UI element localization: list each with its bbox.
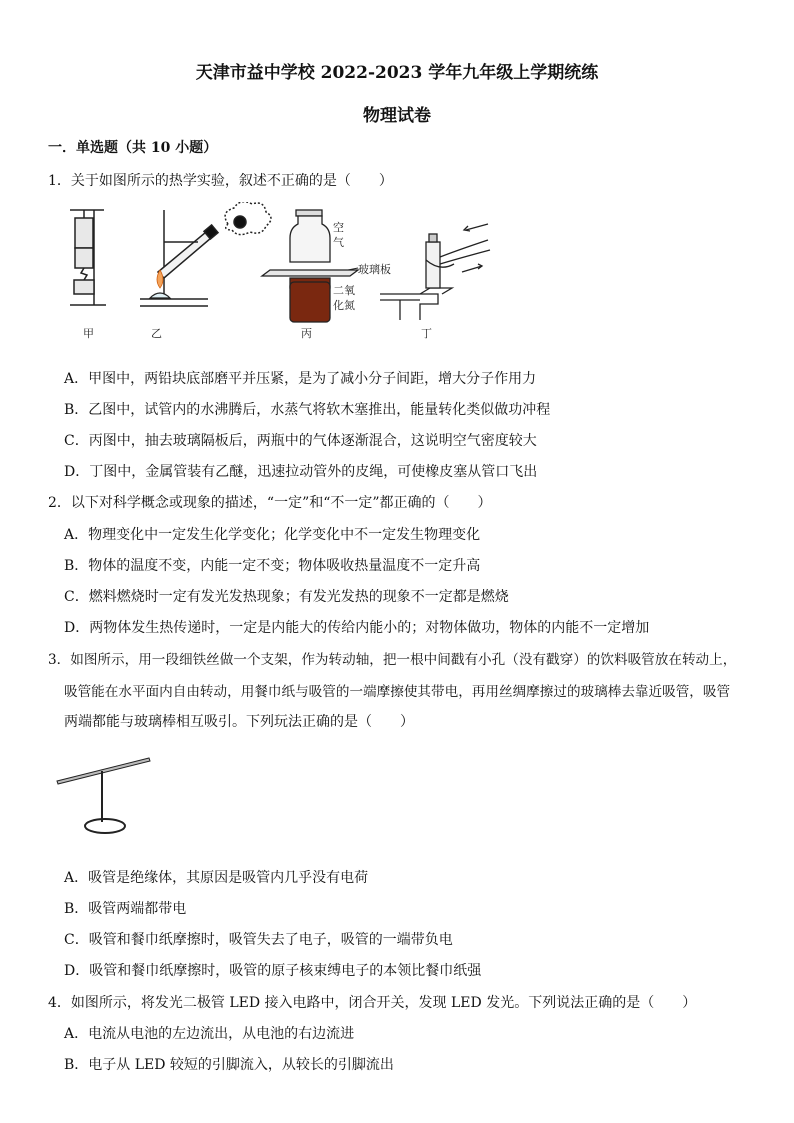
figure-label-jia: 甲 xyxy=(83,327,94,340)
no2-label-2: 化氮 xyxy=(333,299,355,312)
question-2-stem: 2．以下对科学概念或现象的描述，“一定”和“不一定”都正确的（ ） xyxy=(48,495,492,511)
page-subtitle: 物理试卷 xyxy=(363,106,431,126)
wire-base xyxy=(85,819,125,833)
question-3-option-a: A．吸管是绝缘体，其原因是吸管内几乎没有电荷 xyxy=(64,870,369,886)
page-title: 天津市益中学校 2022-2023 学年九年级上学期统练 xyxy=(195,63,599,83)
figure-label-ding: 丁 xyxy=(421,327,432,340)
figure-jia-apparatus xyxy=(70,210,106,305)
question-4-stem: 4．如图所示，将发光二极管 LED 接入电路中，闭合开关，发现 LED 发光。下列说法正确的是（ ） xyxy=(48,995,697,1011)
question-3-stem-line-3: 两端都能与玻璃棒相互吸引。下列玩法正确的是（ ） xyxy=(64,714,414,730)
question-2-option-d: D．两物体发生热传递时，一定是内能大的传给内能小的；对物体做功，物体的内能不一定增加 xyxy=(64,620,650,636)
question-1-option-d: D．丁图中，金属管装有乙醚，迅速拉动管外的皮绳，可使橡皮塞从管口飞出 xyxy=(64,464,538,480)
question-1-option-b: B．乙图中，试管内的水沸腾后，水蒸气将软木塞推出，能量转化类似做功冲程 xyxy=(64,402,551,418)
question-3-stem-line-2: 吸管能在水平面内自由转动，用餐巾纸与吸管的一端摩擦使其带电，再用丝绸摩擦过的玻璃棒去靠近吸管，吸管 xyxy=(64,684,731,700)
question-2-option-a: A．物理变化中一定发生化学变化；化学变化中不一定发生物理变化 xyxy=(64,527,481,543)
question-1-figure xyxy=(58,202,498,347)
question-1-option-a: A．甲图中，两铅块底部磨平并压紧，是为了减小分子间距，增大分子作用力 xyxy=(64,371,537,387)
straw xyxy=(57,758,150,784)
figure-ding-apparatus xyxy=(380,224,490,320)
no2-label-1: 二氧 xyxy=(333,284,355,297)
question-1-option-c: C．丙图中，抽去玻璃隔板后，两瓶中的气体逐渐混合，这说明空气密度较大 xyxy=(64,433,537,449)
question-3-option-b: B．吸管两端都带电 xyxy=(64,901,187,917)
question-4-option-b: B．电子从 LED 较短的引脚流入，从较长的引脚流出 xyxy=(64,1057,394,1073)
figure-label-yi: 乙 xyxy=(151,327,162,340)
figure-yi-apparatus xyxy=(140,202,271,306)
air-label-1: 空 xyxy=(333,221,344,234)
question-3-stem-line-1: 3．如图所示，用一段细铁丝做一个支架，作为转动轴，把一根中间戳有小孔（没有戳穿）的饮料吸管放在转动上， xyxy=(48,652,737,668)
question-3-option-d: D．吸管和餐巾纸摩擦时，吸管的原子核束缚电子的本领比餐巾纸强 xyxy=(64,963,482,979)
air-label-2: 气 xyxy=(333,236,344,249)
question-1-stem: 1．关于如图所示的热学实验，叙述不正确的是（ ） xyxy=(48,173,393,189)
question-3-option-c: C．吸管和餐巾纸摩擦时，吸管失去了电子，吸管的一端带负电 xyxy=(64,932,453,948)
alcohol-lamp-icon xyxy=(150,293,170,298)
figure-label-bing: 丙 xyxy=(301,327,312,340)
section-heading: 一．单选题（共 10 小题） xyxy=(48,140,218,156)
question-2-option-c: C．燃料燃烧时一定有发光发热现象；有发光发热的现象不一定都是燃烧 xyxy=(64,589,509,605)
question-2-option-b: B．物体的温度不变，内能一定不变；物体吸收热量温度不一定升高 xyxy=(64,558,481,574)
question-4-option-a: A．电流从电池的左边流出，从电池的右边流进 xyxy=(64,1026,355,1042)
question-3-figure xyxy=(55,752,155,842)
glass-plate-label: 玻璃板 xyxy=(358,263,391,276)
